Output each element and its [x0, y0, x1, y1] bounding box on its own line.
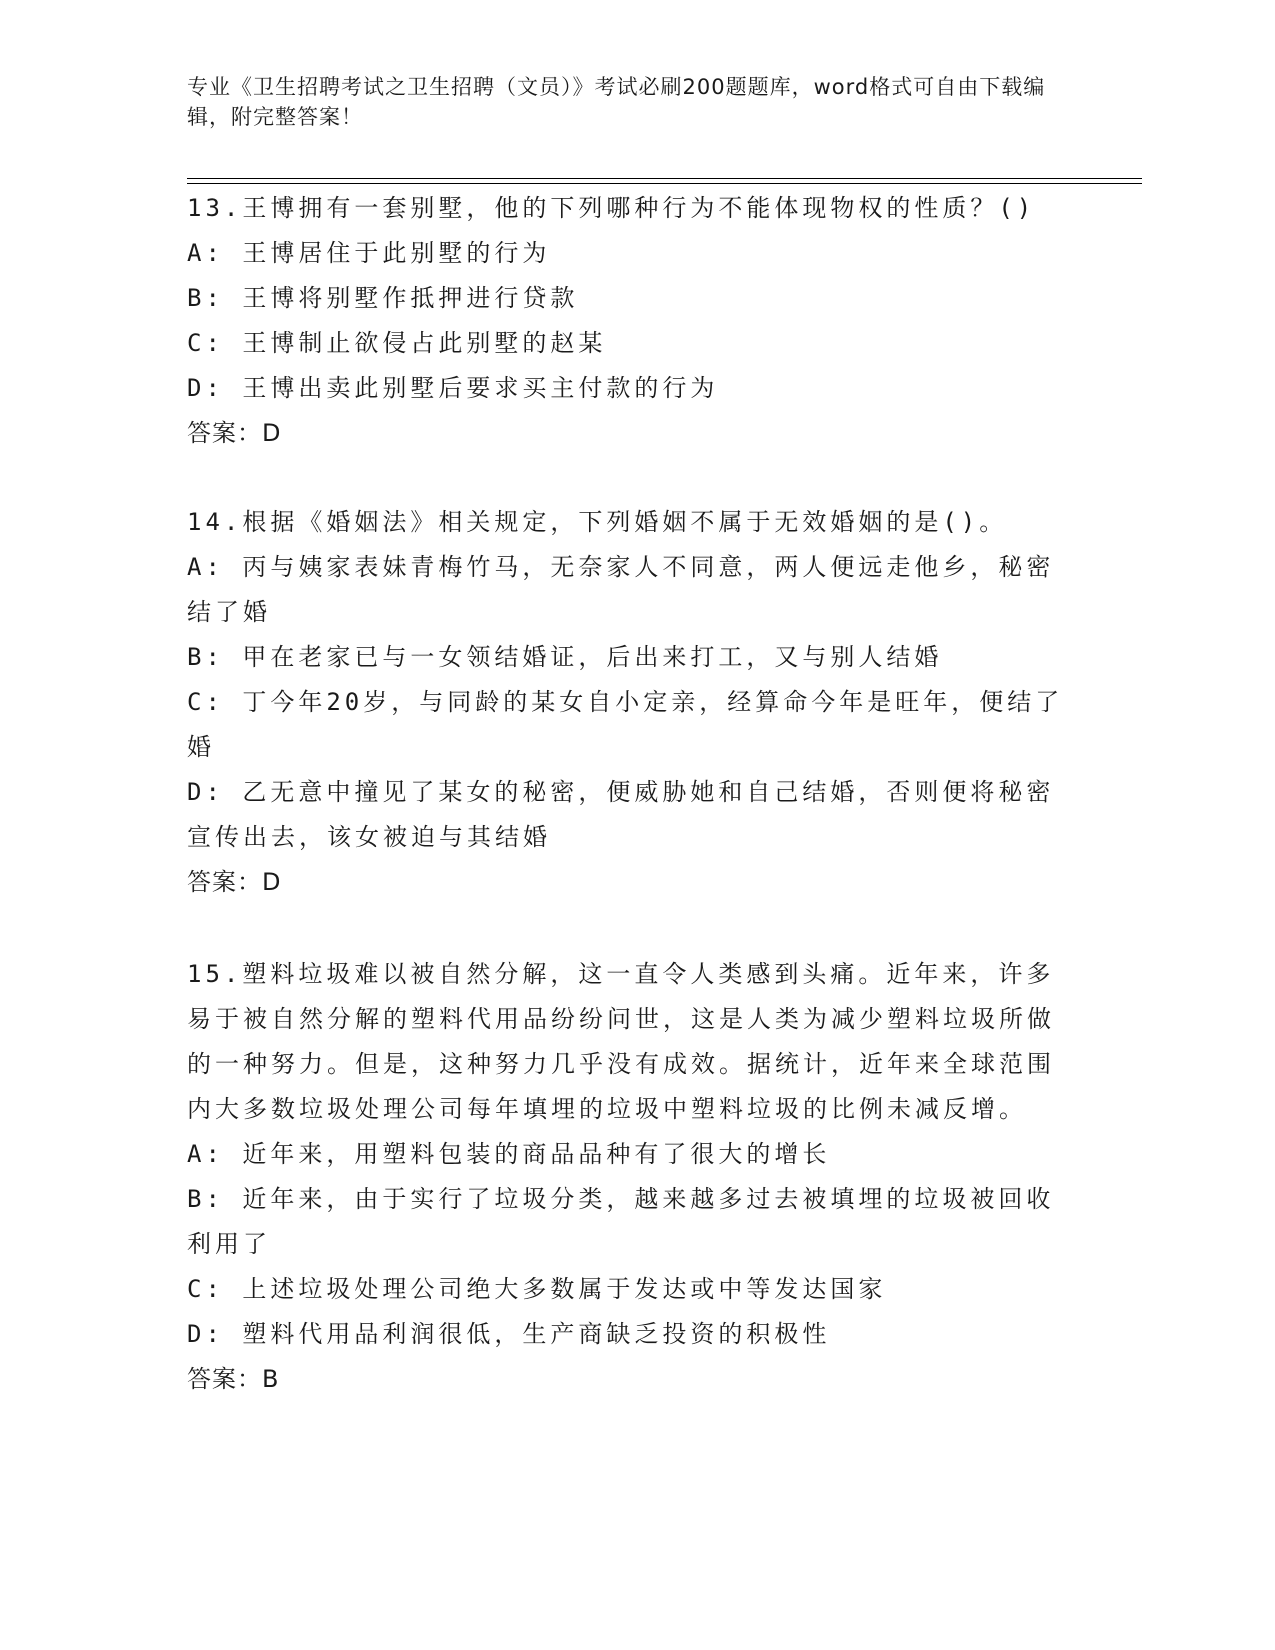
answer: 答案：D: [187, 419, 282, 447]
option-c: C: 丁今年20岁，与同龄的某女自小定亲，经算命今年是旺年，便结了婚: [187, 688, 1064, 761]
header-rule-bottom: [187, 183, 1142, 184]
question-stem: 13.王博拥有一套别墅，他的下列哪种行为不能体现物权的性质？(): [187, 194, 1036, 222]
answer: 答案：D: [187, 868, 282, 896]
document-header: 专业《卫生招聘考试之卫生招聘（文员）》考试必刷200题题库，word格式可自由下载编辑，附完整答案！: [187, 75, 1046, 129]
option-b: B: 甲在老家已与一女领结婚证，后出来打工，又与别人结婚: [187, 643, 943, 671]
option-a: A: 近年来，用塑料包装的商品品种有了很大的增长: [187, 1140, 831, 1168]
option-a: A: 丙与姨家表妹青梅竹马，无奈家人不同意，两人便远走他乡，秘密结了婚: [187, 553, 1055, 626]
header-rule-top: [187, 178, 1142, 179]
question-14: [187, 500, 1067, 905]
option-d: D: 王博出卖此别墅后要求买主付款的行为: [187, 374, 719, 402]
question-15: [187, 952, 1067, 1402]
option-b: B: 近年来，由于实行了垃圾分类，越来越多过去被填埋的垃圾被回收利用了: [187, 1185, 1055, 1258]
question-stem: 14.根据《婚姻法》相关规定，下列婚姻不属于无效婚姻的是()。: [187, 508, 1008, 536]
option-d: D: 塑料代用品利润很低，生产商缺乏投资的积极性: [187, 1320, 831, 1348]
option-a: A: 王博居住于此别墅的行为: [187, 239, 551, 267]
option-c: C: 王博制止欲侵占此别墅的赵某: [187, 329, 607, 357]
question-stem: 15.塑料垃圾难以被自然分解，这一直令人类感到头痛。近年来，许多易于被自然分解的塑料代用品纷纷问世，这是人类为减少塑料垃圾所做的一种努力。但是，这种努力几乎没有成效。据统计，近年来全球范围内大多数垃圾处理公司每年填埋的垃圾中塑料垃圾的比例未减反增。: [187, 960, 1055, 1123]
option-b: B: 王博将别墅作抵押进行贷款: [187, 284, 579, 312]
question-13: [187, 186, 1067, 456]
answer: 答案：B: [187, 1365, 280, 1393]
option-c: C: 上述垃圾处理公司绝大多数属于发达或中等发达国家: [187, 1275, 887, 1303]
option-d: D: 乙无意中撞见了某女的秘密，便威胁她和自己结婚，否则便将秘密宣传出去，该女被迫与其结婚: [187, 778, 1055, 851]
